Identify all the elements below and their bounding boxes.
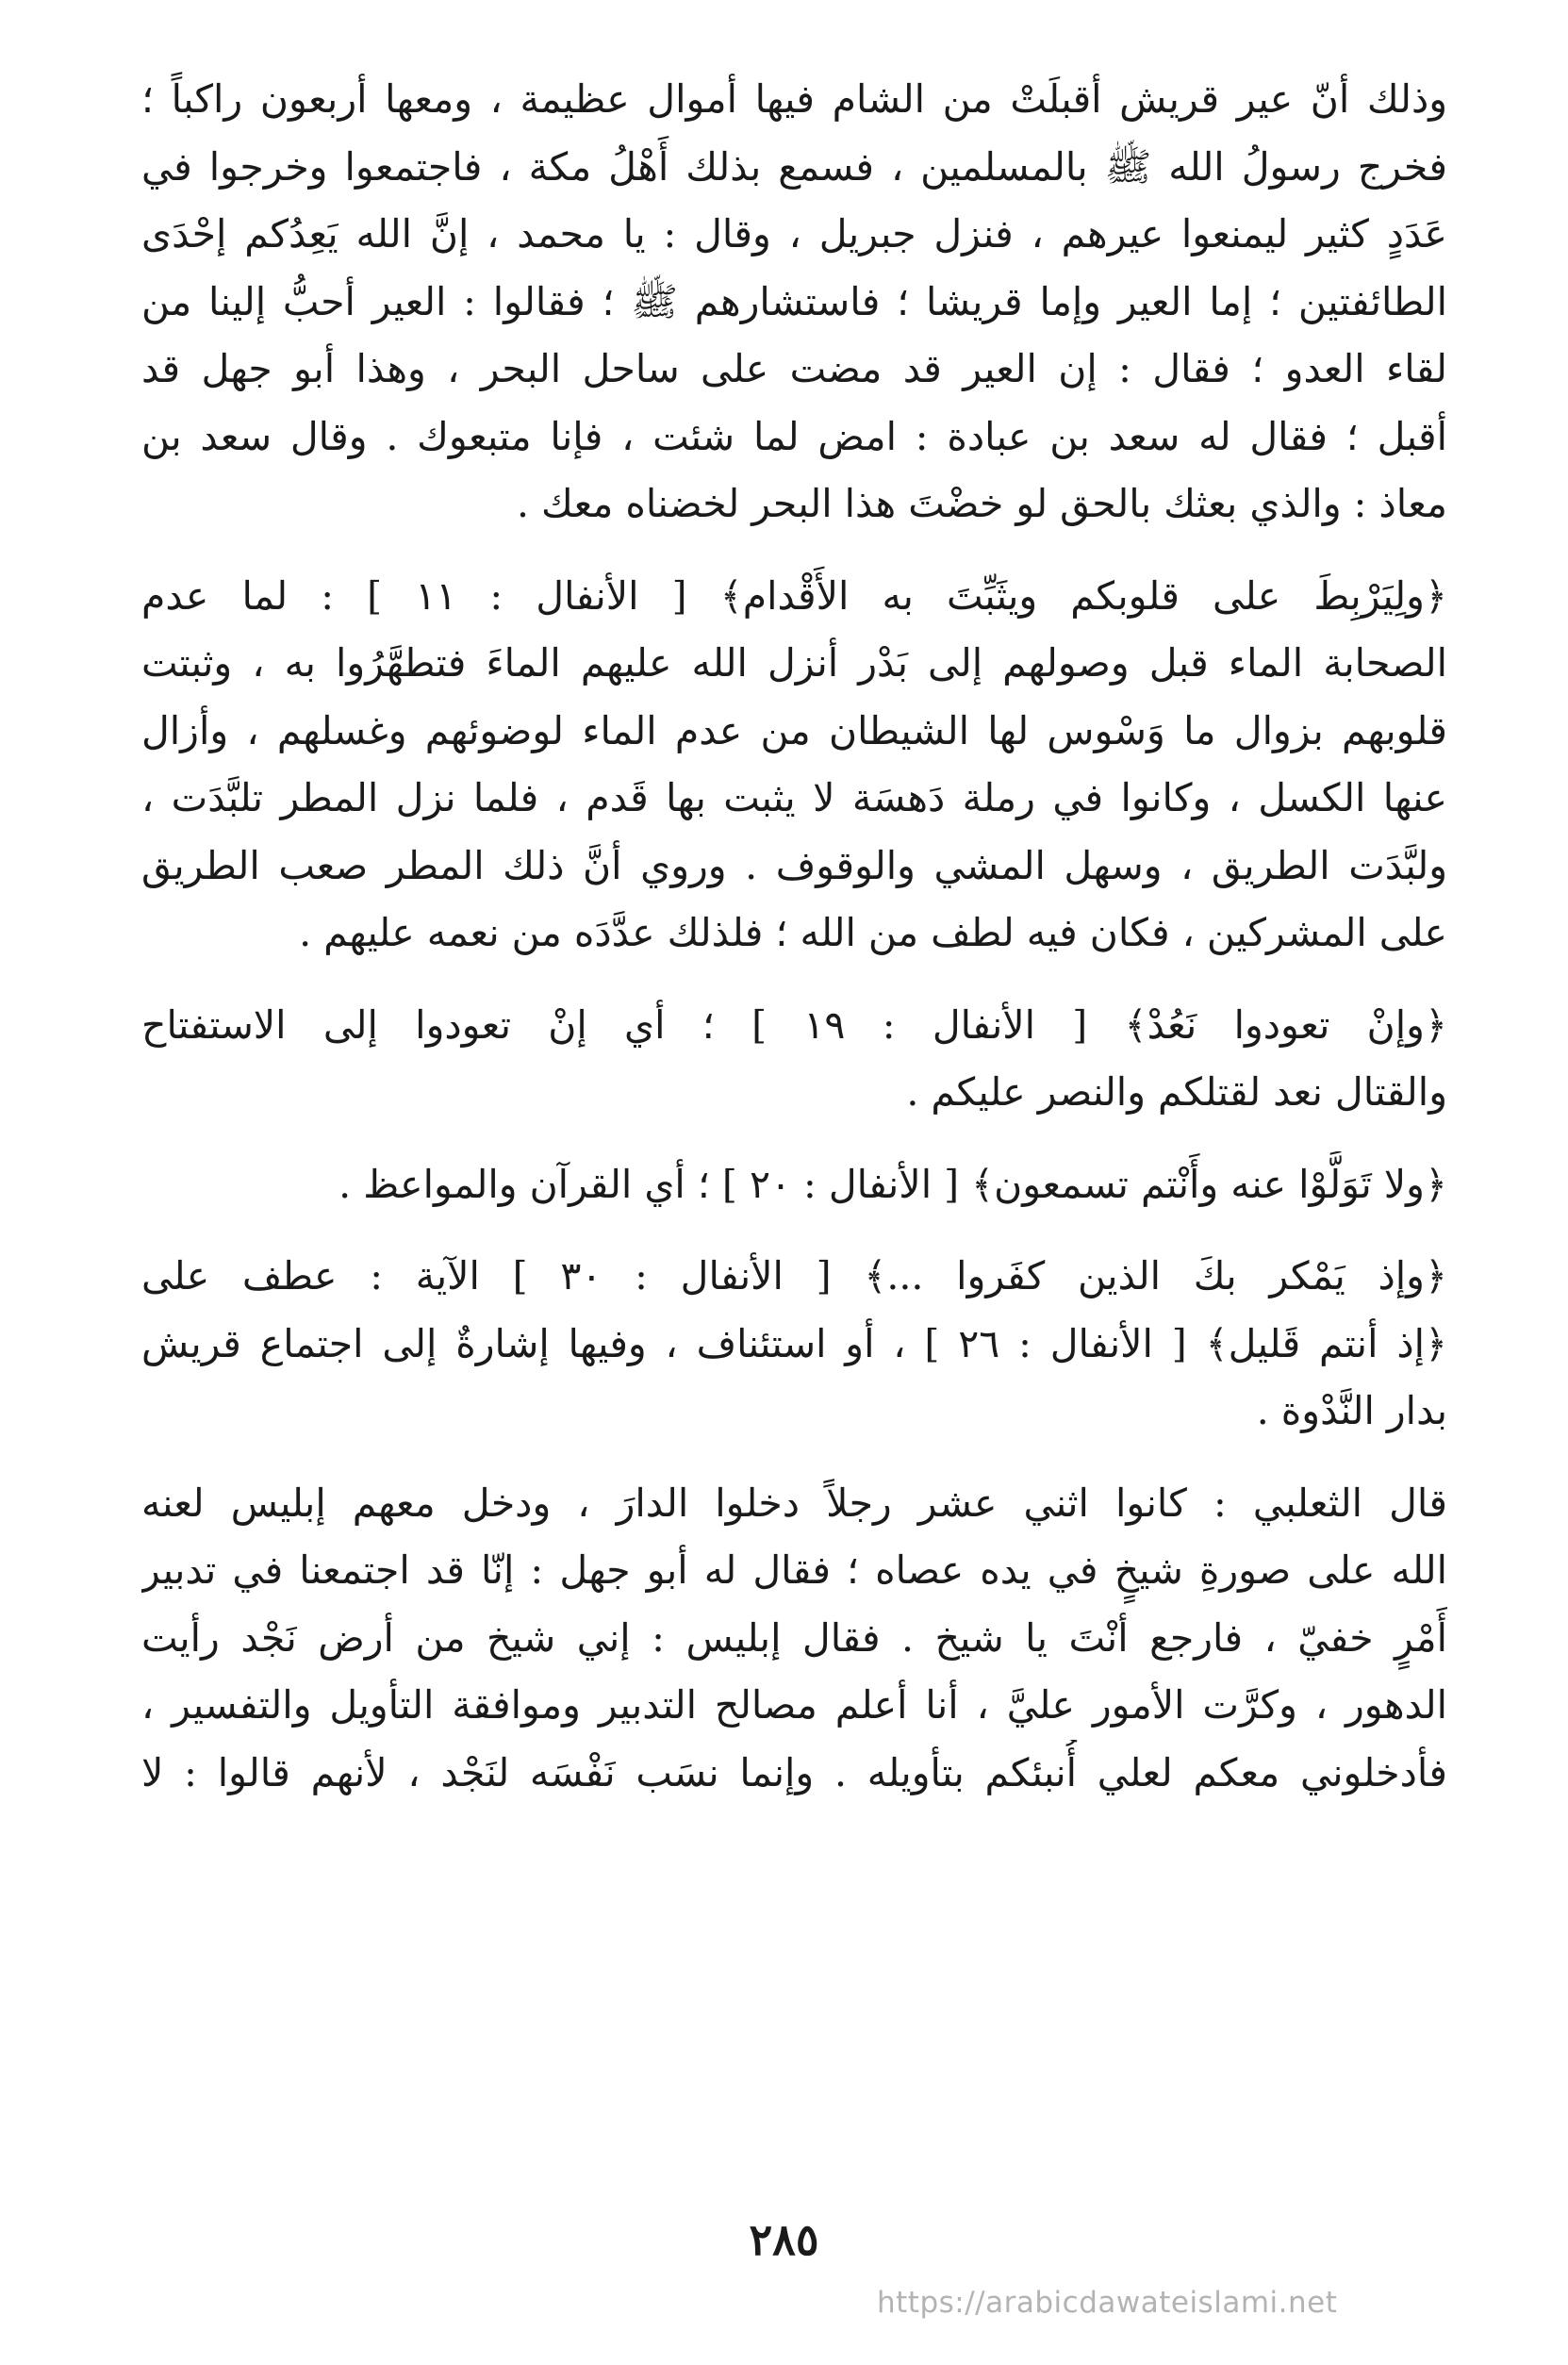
text-line: فأدخلوني معكم لعلي أُنبئكم بتأويله . وإنما نسَب نَفْسَه لنَجْد ، لأنهم قالوا : لا bbox=[141, 1749, 1447, 1795]
text-line: ﴿ولا تَوَلَّوْا عنه وأَنْتم تسمعون﴾ [ الأنفال : ٢٠ ] ؛ أي القرآن والمواعظ . bbox=[338, 1161, 1447, 1207]
text-line: والقتال نعد لقتلكم والنصر عليكم . bbox=[906, 1069, 1447, 1115]
paragraph-4 bbox=[141, 1151, 1447, 1219]
paragraph-6 bbox=[141, 1470, 1447, 1808]
text-line: قال الثعلبي : كانوا اثني عشر رجلاً دخلوا الدارَ ، ودخل معهم إبليس لعنه bbox=[141, 1480, 1447, 1526]
text-line: ﴿إذ أنتم قَليل﴾ [ الأنفال : ٢٦ ] ، أو استئناف ، وفيها إشارةٌ إلى اجتماع قريش bbox=[141, 1320, 1447, 1366]
text-line: لقاء العدو ؛ فقال : إن العير قد مضت على ساحل البحر ، وهذا أبو جهل قد bbox=[141, 346, 1447, 391]
page-number: ٢٨٥ bbox=[749, 2214, 819, 2265]
text-line: أقبل ؛ فقال له سعد بن عبادة : امض لما شئت ، فإنا متبعوك . وقال سعد بن bbox=[141, 413, 1447, 459]
watermark-url: https://arabicdawateislami.net bbox=[877, 2286, 1338, 2320]
text-line: الدهور ، وكرَّت الأمور عليَّ ، أنا أعلم مصالح التدبير وموافقة التأويل والتفسير ، bbox=[141, 1682, 1447, 1728]
text-line: قلوبهم بزوال ما وَسْوس لها الشيطان من عدم الماء لوضوئهم وغسلهم ، وأزال bbox=[141, 707, 1447, 753]
text-line: بدار النَّدْوة . bbox=[1256, 1388, 1447, 1433]
page-body bbox=[141, 66, 1447, 1831]
text-line: عنها الكسل ، وكانوا في رملة دَهسَة لا يثبت بها قَدم ، فلما نزل المطر تلبَّدَت ، bbox=[141, 775, 1447, 820]
text-line: ﴿وإنْ تعودوا نَعُدْ﴾ [ الأنفال : ١٩ ] ؛ أي إنْ تعودوا إلى الاستفتاح bbox=[141, 1001, 1447, 1048]
text-line: عَدَدٍ كثير ليمنعوا عيرهم ، فنزل جبريل ، وقال : يا محمد ، إنَّ الله يَعِدُكم إحْدَى bbox=[141, 211, 1447, 256]
text-line: الطائفتين ؛ إما العير وإما قريشا ؛ فاستشارهم ﷺ ؛ فقالوا : العير أحبُّ إلينا من bbox=[141, 278, 1447, 324]
text-line: على المشركين ، فكان فيه لطف من الله ؛ فلذلك عدَّدَه من نعمه عليهم . bbox=[299, 910, 1447, 955]
paragraph-2 bbox=[141, 563, 1447, 968]
paragraph-1 bbox=[141, 66, 1447, 538]
paragraph-5 bbox=[141, 1243, 1447, 1446]
text-line: ﴿ولِيَرْبِطَ على قلوبكم ويثَبِّتَ به الأَقْدام﴾ [ الأنفال : ١١ ] : لما عدم bbox=[141, 572, 1447, 619]
text-line: وذلك أنّ عير قريش أقبلَتْ من الشام فيها أموال عظيمة ، ومعها أربعون راكباً ؛ bbox=[141, 76, 1447, 122]
text-line: الصحابة الماء قبل وصولهم إلى بَدْر أنزل الله عليهم الماءَ فتطهَّرُوا به ، وثبتت bbox=[141, 640, 1447, 686]
text-line: ولبَّدَت الطريق ، وسهل المشي والوقوف . وروي أنَّ ذلك المطر صعب الطريق bbox=[141, 842, 1447, 888]
paragraph-3 bbox=[141, 992, 1447, 1127]
text-line: ﴿وإذ يَمْكر بكَ الذين كفَروا ...﴾ [ الأنفال : ٣٠ ] الآية : عطف على bbox=[141, 1253, 1447, 1298]
text-line: معاذ : والذي بعثك بالحق لو خضْتَ هذا البحر لخضناه معك . bbox=[516, 481, 1447, 526]
text-line: الله على صورةِ شيخٍ في يده عصاه ؛ فقال له أبو جهل : إنّا قد اجتمعنا في تدبير bbox=[141, 1547, 1447, 1593]
text-line: أَمْرٍ خفيّ ، فارجع أنْتَ يا شيخ . فقال إبليس : إني شيخ من أرض نَجْد رأيت bbox=[141, 1614, 1447, 1661]
text-line: فخرج رسولُ الله ﷺ بالمسلمين ، فسمع بذلك أَهْلُ مكة ، فاجتمعوا وخرجوا في bbox=[141, 143, 1447, 190]
